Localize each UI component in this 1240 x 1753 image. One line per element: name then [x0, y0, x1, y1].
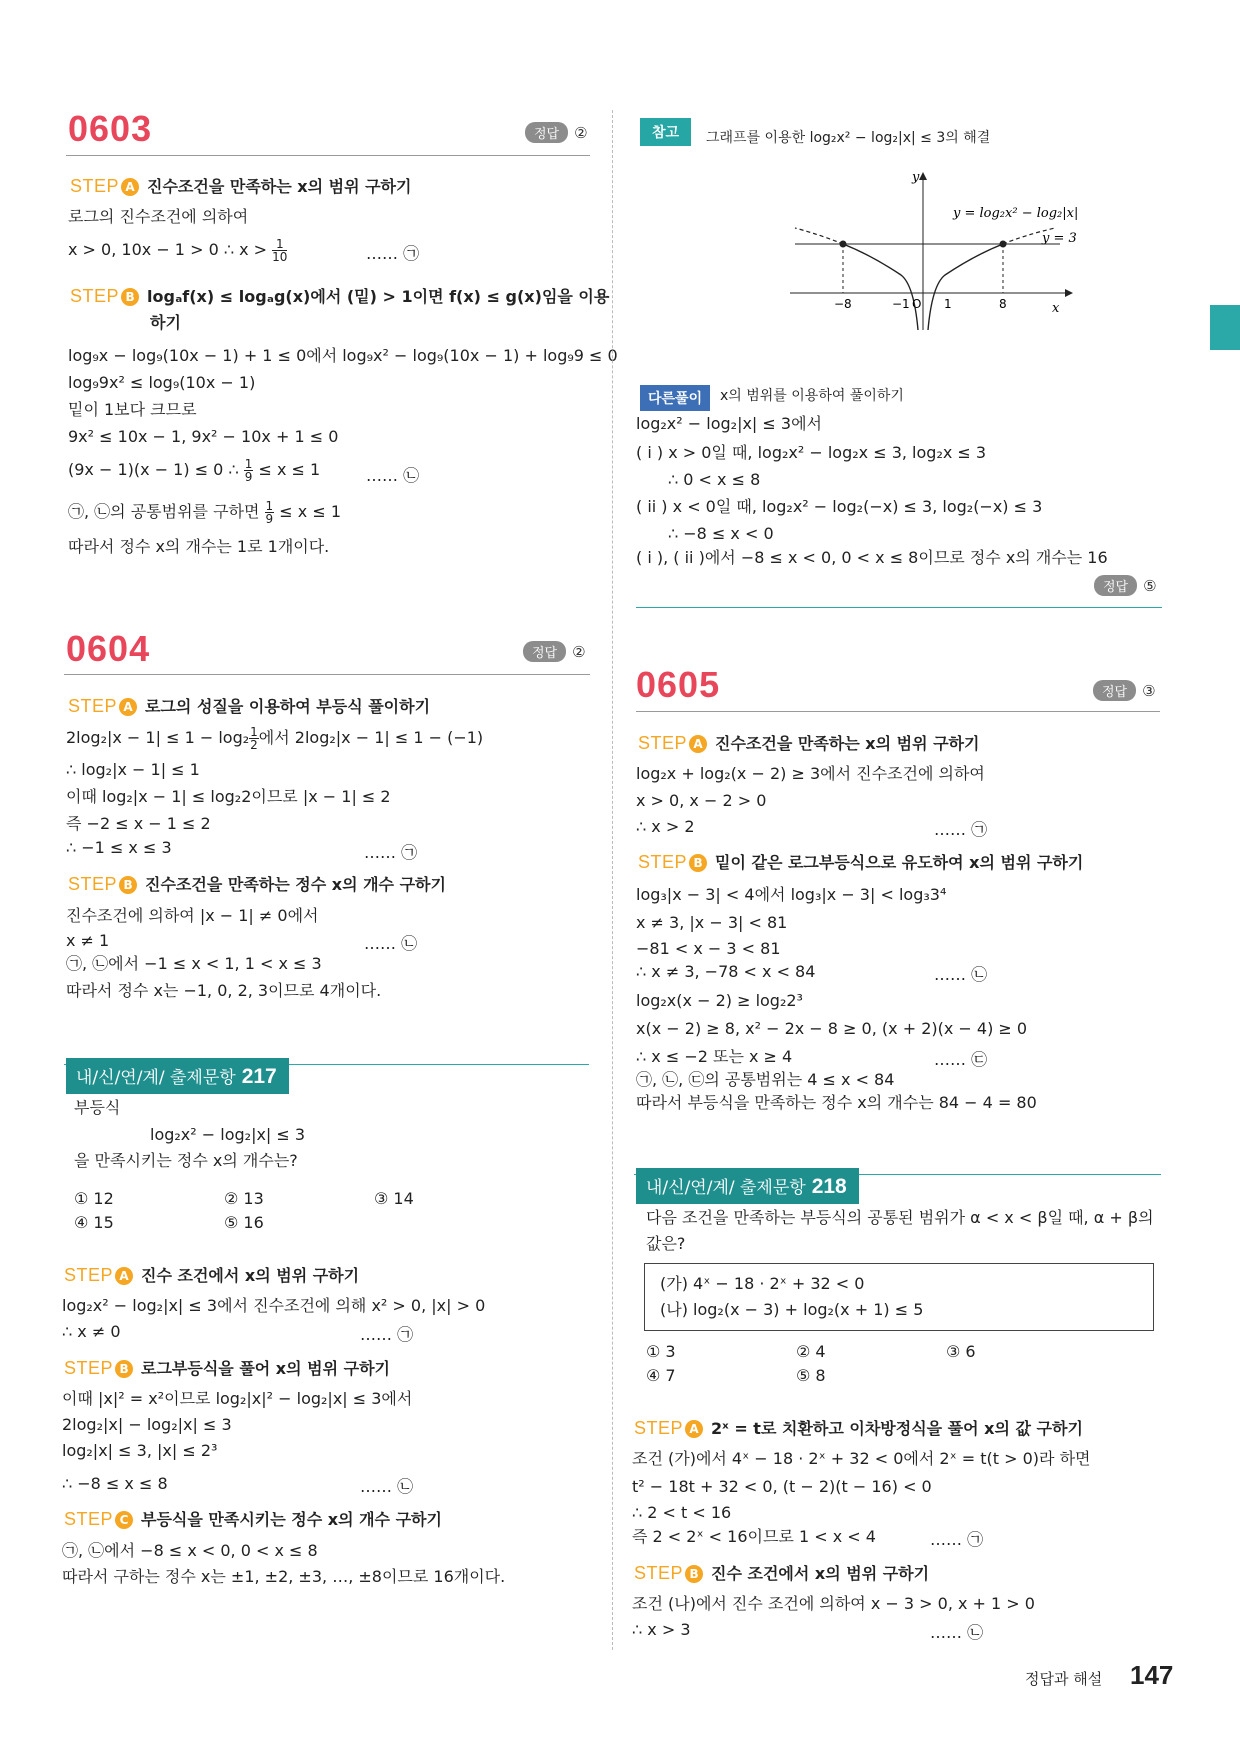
math-line: log₃|x − 3| < 4에서 log₃|x − 3| < log₃3⁴ — [636, 885, 947, 904]
x-axis-label: x — [1052, 301, 1060, 316]
step-b-heading: STEP B 로그부등식을 풀어 x의 범위 구하기 — [64, 1358, 391, 1378]
tick-label: 1 — [944, 297, 952, 311]
choice-3: ③ 14 — [374, 1189, 414, 1208]
reference-tag: 참고 — [640, 118, 691, 146]
math-line: x ≠ 1 — [66, 931, 110, 950]
problem-number-0604: 0604 — [66, 628, 151, 669]
math-line: log₂x² − log₂|x| ≤ 3에서 진수조건에 의해 x² > 0, |x| > 0 — [62, 1296, 486, 1315]
problem-number-0603: 0603 — [68, 108, 153, 149]
step-b-heading: STEP B logₐf(x) ≤ logₐg(x)에서 (밑) > 1이면 f(x) ≤ g(x)임을 이용 — [70, 286, 610, 306]
choice-2: ② 4 — [796, 1342, 826, 1361]
math-line: 이때 |x|² = x²이므로 log₂|x|² − log₂|x| ≤ 3에서 — [62, 1389, 413, 1408]
equation-mark: …… ㉠ — [930, 1530, 984, 1549]
text-line: 따라서 정수 x는 −1, 0, 2, 3이므로 4개이다. — [66, 981, 382, 1000]
answer-alt — [1094, 575, 1157, 596]
math-line: 2log₂|x| − log₂|x| ≤ 3 — [62, 1415, 232, 1434]
choice-5: ⑤ 16 — [224, 1213, 264, 1232]
tick-label: −8 — [834, 297, 852, 311]
math-line: 9x² ≤ 10x − 1, 9x² − 10x + 1 ≤ 0 — [68, 427, 339, 446]
math-line: x ≠ 3, |x − 3| < 81 — [636, 913, 788, 932]
equation-mark: …… ㉡ — [364, 934, 418, 953]
step-c-heading: STEP C 부등식을 만족시키는 정수 x의 개수 구하기 — [64, 1509, 442, 1529]
math-line: 2log₂|x − 1| ≤ 1 − log₂ $\frac{1}{2}$ 에서 2log₂|x − 1| ≤ 1 − (−1) — [66, 725, 484, 752]
question-text: 을 만족시키는 정수 x의 개수는? — [74, 1151, 298, 1170]
equation-mark: …… ㉡ — [360, 1477, 414, 1496]
math-line: 즉 2 < 2ˣ < 16이므로 1 < x < 4 — [632, 1527, 876, 1546]
math-line: x > 0, x − 2 > 0 — [636, 791, 767, 810]
text-line: 밑이 1보다 크므로 — [68, 400, 197, 419]
math-line: log₉9x² ≤ log₉(10x − 1) — [68, 373, 256, 392]
answer-value: ③ — [1142, 682, 1156, 700]
answer-0604 — [523, 641, 586, 662]
text-line: 따라서 정수 x의 개수는 1로 1개이다. — [68, 537, 330, 556]
math-line: ( ii ) x < 0일 때, log₂x² − log₂(−x) ≤ 3, log₂(−x) ≤ 3 — [636, 497, 1043, 516]
y-axis-label: y — [912, 170, 920, 185]
math-line: ㉠, ㉡의 공통범위를 구하면 $\frac{1}{9}$ ≤ x ≤ 1 — [68, 499, 341, 526]
question-text: 부등식 — [74, 1098, 121, 1117]
step-a-heading: STEP A 진수조건을 만족하는 x의 범위 구하기 — [638, 733, 980, 753]
equation-mark: …… ㉡ — [366, 466, 420, 485]
math-line: ㉠, ㉡, ㉢의 공통범위는 4 ≤ x < 84 — [636, 1070, 895, 1089]
step-a-heading: STEP A 진수조건을 만족하는 x의 범위 구하기 — [70, 176, 412, 196]
answer-0605 — [1093, 680, 1156, 701]
divider — [636, 711, 1160, 712]
choice-5: ⑤ 8 — [796, 1366, 826, 1385]
math-line: x > 0, 10x − 1 > 0 ∴ x > $\frac{1}{10}$ — [68, 237, 288, 264]
step-a-heading: STEP A 진수 조건에서 x의 범위 구하기 — [64, 1265, 360, 1285]
step-b-heading: STEP B 진수조건을 만족하는 정수 x의 개수 구하기 — [68, 874, 446, 894]
problem-number-0605: 0605 — [636, 664, 721, 705]
math-line: ( i ) x > 0일 때, log₂x² − log₂x ≤ 3, log₂x ≤ 3 — [636, 443, 987, 462]
text-line: 진수조건에 의하여 |x − 1| ≠ 0에서 — [66, 906, 319, 925]
choice-1: ① 12 — [74, 1189, 114, 1208]
text-line: 따라서 부등식을 만족하는 정수 x의 개수는 84 − 4 = 80 — [636, 1093, 1037, 1112]
answer-0603 — [525, 122, 588, 143]
math-line: ∴ x > 3 — [632, 1620, 691, 1639]
answer-badge: 정답 — [525, 122, 568, 143]
step-b-heading-cont: 하기 — [150, 313, 181, 332]
math-line: x(x − 2) ≥ 8, x² − 2x − 8 ≥ 0, (x + 2)(x − 4) ≥ 0 — [636, 1019, 1028, 1038]
divider — [66, 155, 590, 156]
equation-mark: …… ㉡ — [934, 965, 988, 984]
text-line: 로그의 진수조건에 의하여 — [68, 207, 249, 226]
reference-graph — [780, 165, 1080, 335]
math-line: 이때 log₂|x − 1| ≤ log₂2이므로 |x − 1| ≤ 2 — [66, 787, 391, 806]
equation-mark: …… ㉡ — [930, 1623, 984, 1642]
graph-line-label: y = 3 — [1042, 231, 1077, 246]
alternative-title: x의 범위를 이용하여 풀이하기 — [720, 388, 904, 404]
chapter-side-tab — [1210, 305, 1240, 350]
math-line: ∴ log₂|x − 1| ≤ 1 — [66, 760, 200, 779]
math-line: 조건 (나)에서 진수 조건에 의하여 x − 3 > 0, x + 1 > 0 — [632, 1594, 1035, 1613]
divider — [64, 674, 590, 675]
math-line: t² − 18t + 32 < 0, (t − 2)(t − 16) < 0 — [632, 1477, 932, 1496]
tick-label: −1 — [892, 297, 910, 311]
page-number: 147 — [1130, 1660, 1174, 1690]
tick-label: 8 — [999, 297, 1007, 311]
choice-2: ② 13 — [224, 1189, 264, 1208]
step-a-heading: STEP A 2ˣ = t로 치환하고 이차방정식을 풀어 x의 값 구하기 — [634, 1418, 1083, 1438]
text-line: 따라서 구하는 정수 x는 ±1, ±2, ±3, …, ±8이므로 16개이다. — [62, 1567, 506, 1586]
step-b-heading: STEP B 진수 조건에서 x의 범위 구하기 — [634, 1563, 930, 1583]
math-line: ∴ 0 < x ≤ 8 — [668, 470, 761, 489]
question-text: 다음 조건을 만족하는 부등식의 공통된 범위가 α < x < β일 때, α + β의 — [646, 1208, 1154, 1227]
equation-mark: …… ㉠ — [360, 1325, 414, 1344]
math-line: log₂|x| ≤ 3, |x| ≤ 2³ — [62, 1441, 218, 1460]
alternative-solution-tag: 다른풀이 — [640, 385, 710, 411]
equation-mark: …… ㉠ — [934, 820, 988, 839]
answer-badge: 정답 — [1093, 680, 1136, 701]
choice-3: ③ 6 — [946, 1342, 976, 1361]
math-line: log₉x − log₉(10x − 1) + 1 ≤ 0에서 log₉x² − log₉(10x − 1) + log₉9 ≤ 0 — [68, 346, 618, 365]
math-line: log₂x(x − 2) ≥ log₂2³ — [636, 991, 803, 1010]
math-line: ㉠, ㉡에서 −1 ≤ x < 1, 1 < x ≤ 3 — [66, 954, 322, 973]
answer-value: ② — [572, 643, 586, 661]
math-line: ∴ x ≤ −2 또는 x ≥ 4 — [636, 1047, 793, 1066]
text-line: ( i ), ( ii )에서 −8 ≤ x < 0, 0 < x ≤ 8이므로 정수 x의 개수는 16 — [636, 548, 1108, 567]
choice-1: ① 3 — [646, 1342, 676, 1361]
origin-label: O — [912, 297, 922, 311]
column-divider — [612, 110, 613, 1650]
equation-mark: …… ㉢ — [934, 1050, 988, 1069]
math-line: 즉 −2 ≤ x − 1 ≤ 2 — [66, 814, 211, 833]
math-line: log₂x + log₂(x − 2) ≥ 3에서 진수조건에 의하여 — [636, 764, 985, 783]
answer-value: ② — [574, 124, 588, 142]
condition-b: (나) log₂(x − 3) + log₂(x + 1) ≤ 5 — [660, 1300, 924, 1319]
linked-question-tag-218: 내/신/연/계/ 출제문항 218 — [636, 1168, 859, 1204]
graph-curve-label: y = log₂x² − log₂|x| — [953, 206, 1079, 221]
question-formula: log₂x² − log₂|x| ≤ 3 — [150, 1125, 306, 1144]
step-b-heading: STEP B 밑이 같은 로그부등식으로 유도하여 x의 범위 구하기 — [638, 852, 1084, 872]
math-line: ∴ x > 2 — [636, 817, 695, 836]
answer-badge: 정답 — [523, 641, 566, 662]
math-line: log₂x² − log₂|x| ≤ 3에서 — [636, 414, 822, 433]
answer-value: ⑤ — [1143, 577, 1157, 595]
condition-a: (가) 4ˣ − 18 · 2ˣ + 32 < 0 — [660, 1274, 865, 1293]
linked-question-tag-217: 내/신/연/계/ 출제문항 217 — [66, 1058, 289, 1094]
math-line: ㉠, ㉡에서 −8 ≤ x < 0, 0 < x ≤ 8 — [62, 1541, 318, 1560]
equation-mark: …… ㉠ — [364, 843, 418, 862]
step-a-heading: STEP A 로그의 성질을 이용하여 부등식 풀이하기 — [68, 696, 431, 716]
choice-4: ④ 7 — [646, 1366, 676, 1385]
equation-mark: …… ㉠ — [366, 244, 420, 263]
math-line: ∴ −8 ≤ x ≤ 8 — [62, 1474, 168, 1493]
question-text: 값은? — [646, 1234, 686, 1253]
math-line: ∴ −1 ≤ x ≤ 3 — [66, 838, 172, 857]
answer-badge: 정답 — [1094, 575, 1137, 596]
choice-4: ④ 15 — [74, 1213, 114, 1232]
math-line: ∴ −8 ≤ x < 0 — [668, 524, 774, 543]
math-line: (9x − 1)(x − 1) ≤ 0 ∴ $\frac{1}{9}$ ≤ x ≤ 1 — [68, 457, 321, 484]
divider — [636, 607, 1162, 608]
math-line: ∴ x ≠ 0 — [62, 1322, 121, 1341]
math-line: ∴ 2 < t < 16 — [632, 1503, 732, 1522]
math-line: −81 < x − 3 < 81 — [636, 939, 781, 958]
math-line: 조건 (가)에서 4ˣ − 18 · 2ˣ + 32 < 0에서 2ˣ = t(t > 0)라 하면 — [632, 1449, 1091, 1468]
math-line: ∴ x ≠ 3, −78 < x < 84 — [636, 962, 816, 981]
footer-text: 정답과 해설 — [1025, 1670, 1103, 1688]
reference-title: 그래프를 이용한 log₂x² − log₂|x| ≤ 3의 해결 — [706, 130, 991, 146]
